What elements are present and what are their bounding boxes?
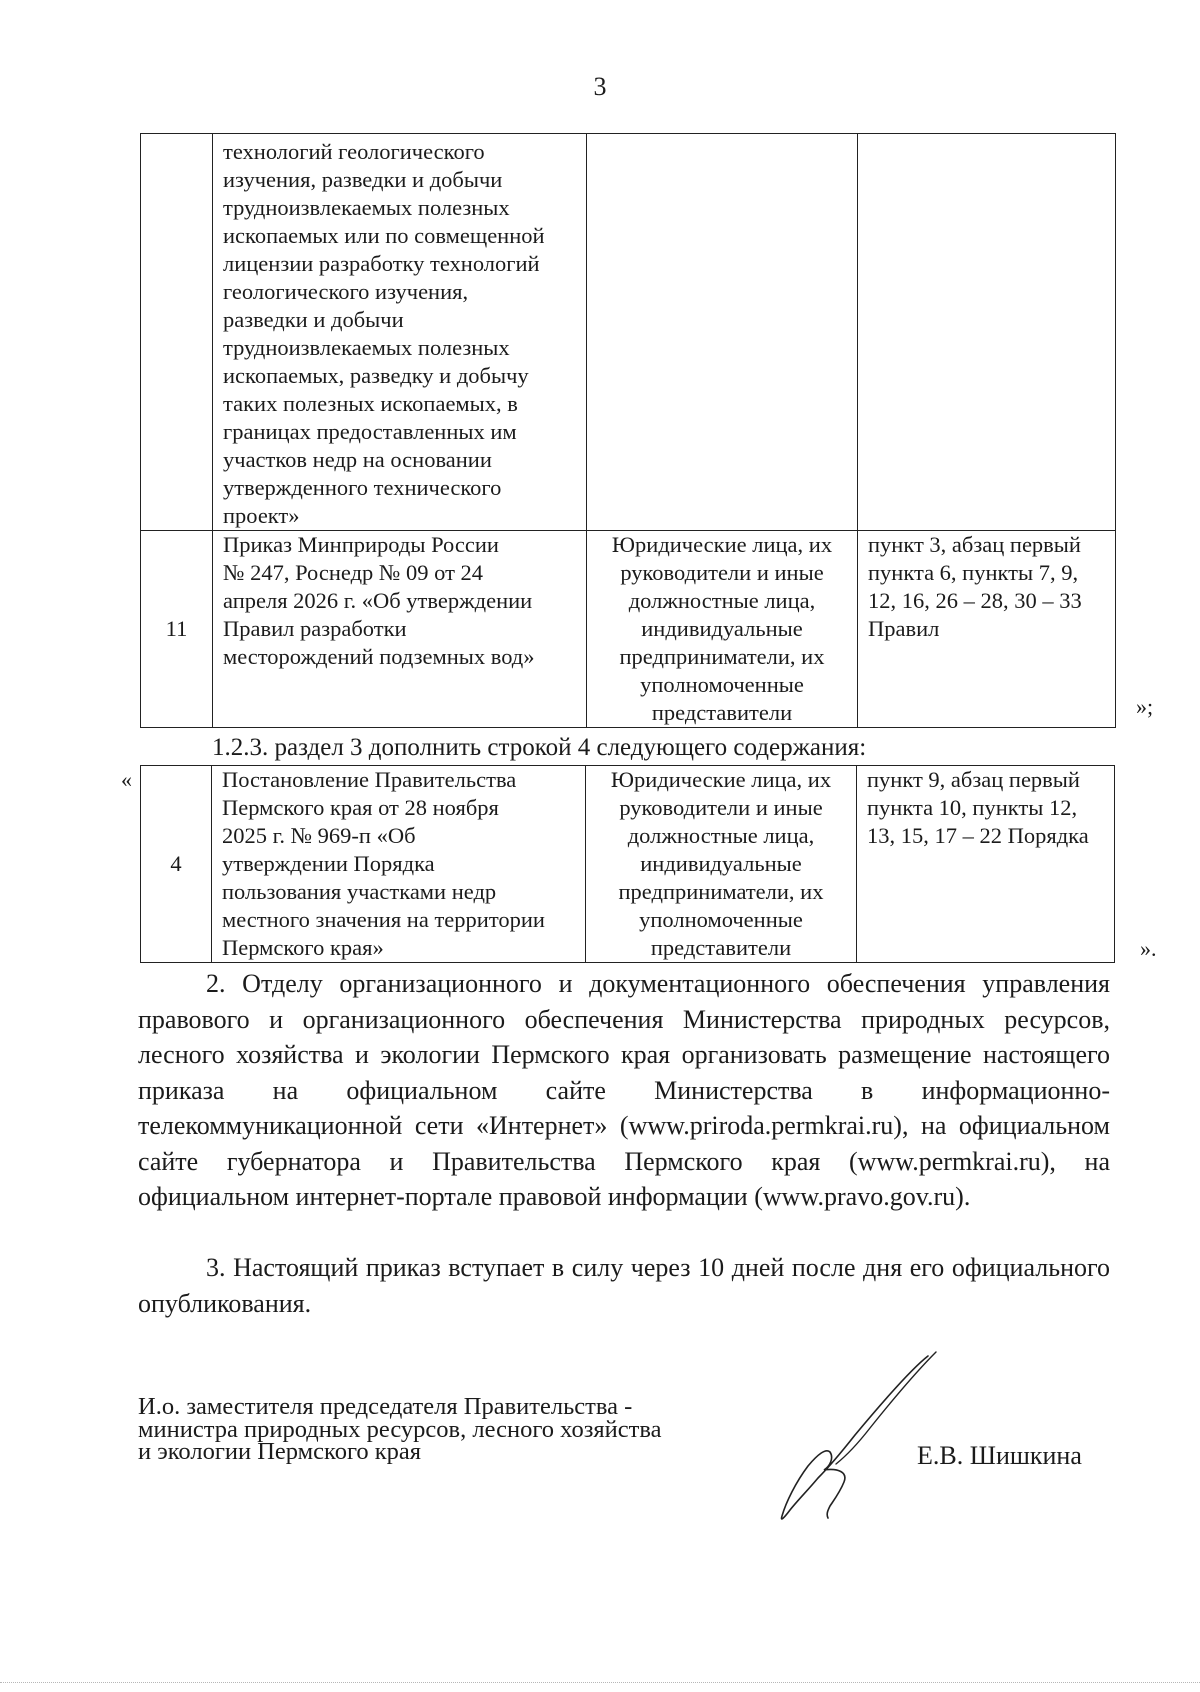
provisions-cell bbox=[858, 134, 1116, 531]
table-row bbox=[141, 531, 1116, 728]
document-cell: Приказ Минприроды России № 247, Роснедр № 09 от 24 апреля 2026 г. «Об утверждении Правил разработки месторождений подземных вод» bbox=[213, 531, 587, 728]
paragraph-2 bbox=[138, 966, 1110, 1215]
row-number-cell: 4 bbox=[141, 766, 212, 963]
subclause-heading: 1.2.3. раздел 3 дополнить строкой 4 следующего содержания: bbox=[212, 734, 867, 761]
row-number-cell: 11 bbox=[141, 531, 213, 728]
provisions-cell: пункт 9, абзац первый пункта 10, пункты 12, 13, 15, 17 – 22 Порядка bbox=[857, 766, 1115, 963]
handwritten-signature bbox=[760, 1350, 960, 1530]
page-number: 3 bbox=[593, 72, 607, 101]
regulations-table-added bbox=[140, 765, 1115, 963]
opening-quote: « bbox=[121, 767, 132, 792]
paragraph-text: 3. Настоящий приказ вступает в силу через 10 дней после дня его официального опубликования. bbox=[138, 1253, 1110, 1318]
scan-edge bbox=[0, 1682, 1200, 1685]
subjects-cell: Юридические лица, их руководители и иные должностные лица, индивидуальные предприниматели, их уполномоченные представители bbox=[586, 766, 857, 963]
document-cell: технологий геологического изучения, разведки и добычи трудноизвлекаемых полезных ископаемых или по совмещенной лицензии разработку технологий геологического изучения, разведки и добычи трудноизвлекаемых полезных ископаемых, разведку и добычу таких полезных ископаемых, в границах предоставленных им участков недр на основании утвержденного технического проект» bbox=[213, 134, 587, 531]
paragraph-text: 2. Отделу организационного и документационного обеспечения управления правового и организационного обеспечения Министерства природных ресурсов, лесного хозяйства и экологии Пермского края организовать размещение настоящего приказа на официальном сайте Министерства в информационно-телекоммуникационной сети «Интернет» (www.priroda.permkrai.ru), на официальном сайте губернатора и Правительства Пермского края (www.permkrai.ru), на официальном интернет-портале правовой информации (www.pravo.gov.ru). bbox=[138, 969, 1110, 1211]
subjects-cell: Юридические лица, их руководители и иные должностные лица, индивидуальные предприниматели, их уполномоченные представители bbox=[587, 531, 858, 728]
closing-quote: »; bbox=[1136, 694, 1154, 719]
provisions-cell: пункт 3, абзац первый пункта 6, пункты 7, 9, 12, 16, 26 – 28, 30 – 33 Правил bbox=[858, 531, 1116, 728]
closing-quote: ». bbox=[1140, 936, 1157, 961]
paragraph-3 bbox=[138, 1250, 1110, 1321]
row-number-cell bbox=[141, 134, 213, 531]
regulations-table-continued bbox=[140, 133, 1116, 728]
table-row bbox=[141, 766, 1115, 963]
signatory-name: Е.В. Шишкина bbox=[917, 1441, 1082, 1470]
table-row bbox=[141, 134, 1116, 531]
signatory-position: И.о. заместителя председателя Правительства - министра природных ресурсов, лесного хозяйства и экологии Пермского края bbox=[138, 1393, 662, 1465]
subjects-cell bbox=[587, 134, 858, 531]
document-cell: Постановление Правительства Пермского края от 28 ноября 2025 г. № 969-п «Об утверждении Порядка пользования участками недр местного значения на территории Пермского края» bbox=[212, 766, 586, 963]
